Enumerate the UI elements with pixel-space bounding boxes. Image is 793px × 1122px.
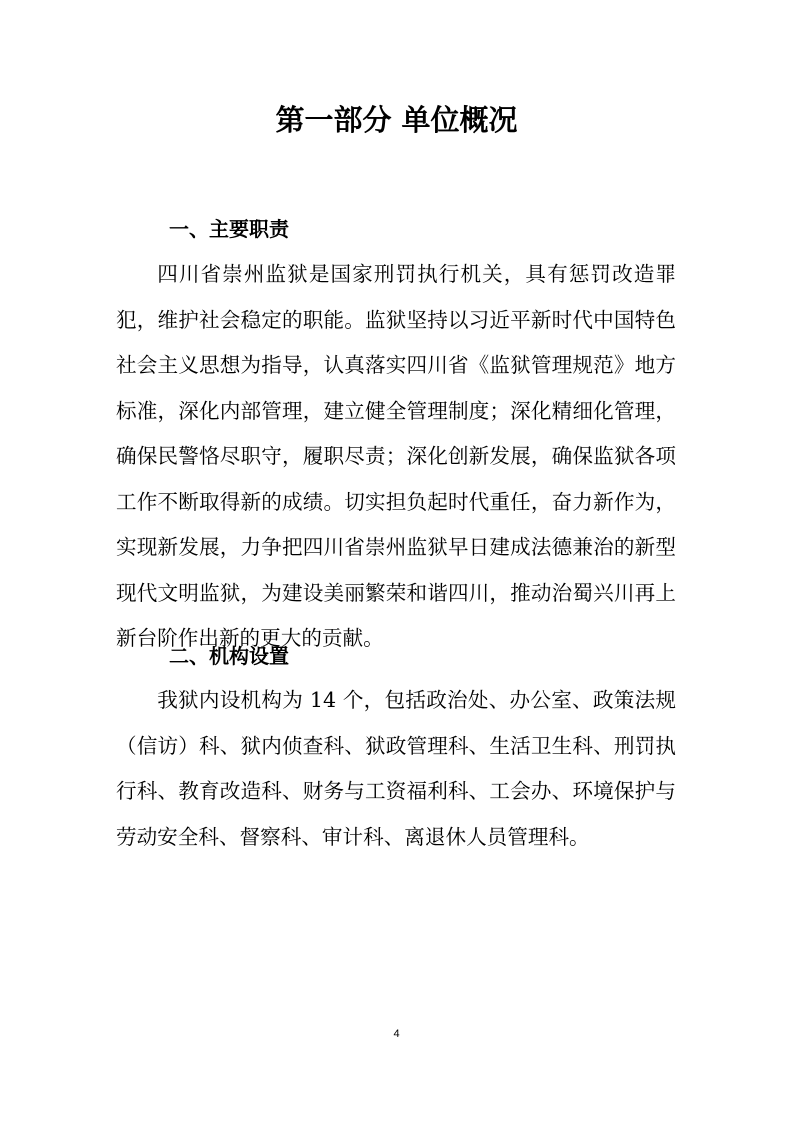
page-number: 4: [393, 1028, 400, 1040]
section-heading-responsibilities: 一、主要职责: [169, 217, 289, 241]
page-title: 第一部分 单位概况: [275, 103, 518, 137]
organization-paragraph: 我狱内设机构为 14 个，包括政治处、办公室、政策法规（信访）科、狱内侦查科、狱政管理科、生活卫生科、刑罚执行科、教育改造科、财务与工资福利科、工会办、环境保护与劳动安全科、督察科、审计科、离退休人员管理科。: [116, 688, 676, 849]
section-heading-organization: 二、机构设置: [169, 644, 289, 668]
responsibilities-paragraph: 四川省崇州监狱是国家刑罚执行机关，具有惩罚改造罪犯，维护社会稳定的职能。监狱坚持以习近平新时代中国特色社会主义思想为指导，认真落实四川省《监狱管理规范》地方标准，深化内部管理，建立健全管理制度；深化精细化管理，确保民警恪尽职守，履职尽责；深化创新发展，确保监狱各项工作不断取得新的成绩。切实担负起时代重任，奋力新作为，实现新发展，力争把四川省崇州监狱早日建成法德兼治的新型现代文明监狱，为建设美丽繁荣和谐四川，推动治蜀兴川再上新台阶作出新的更大的贡献。: [116, 262, 676, 650]
